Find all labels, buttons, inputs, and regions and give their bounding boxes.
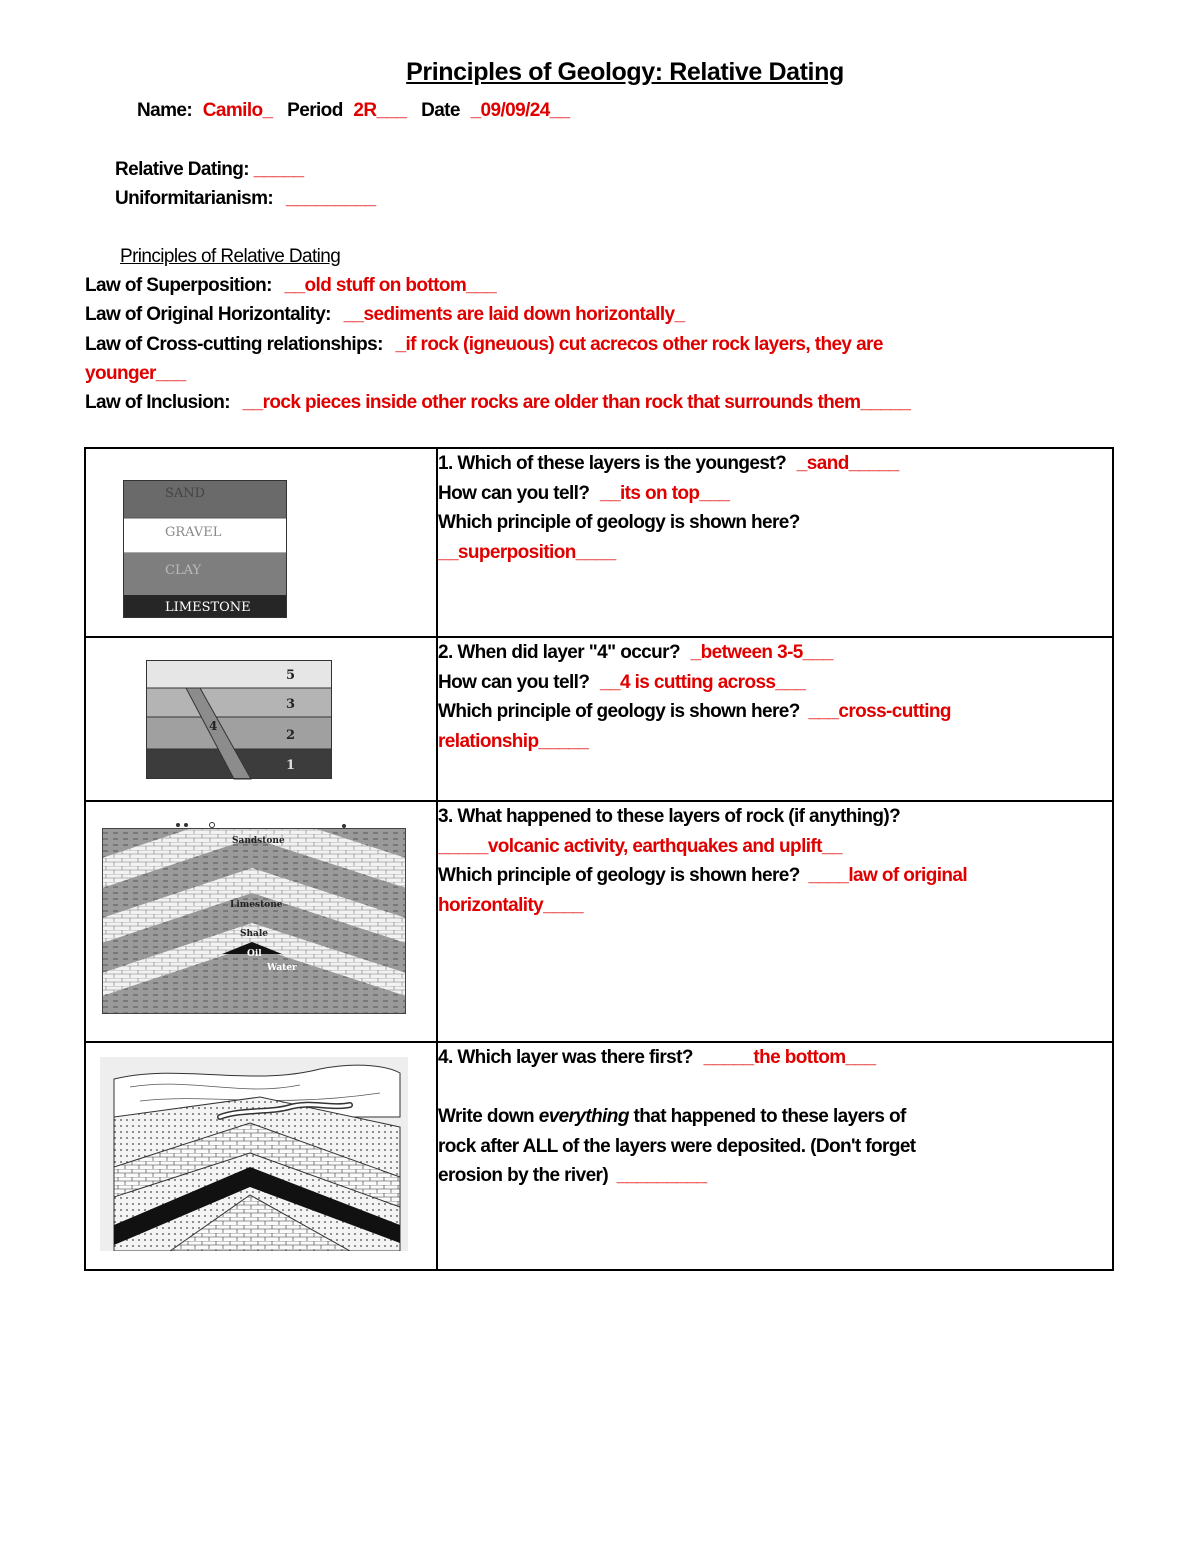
answer-text: relationship_____: [438, 730, 589, 752]
rock-label: Oil: [247, 949, 262, 959]
question-table: [84, 447, 1114, 1271]
law-answer: __rock pieces inside other rocks are older than rock that surrounds them_____: [242, 392, 911, 413]
answer-blank: _________: [616, 1165, 707, 1186]
table-row: [85, 448, 1113, 637]
question-4-write: [438, 1102, 1112, 1132]
question-2: [438, 638, 1112, 668]
law-answer: __sediments are laid down horizontally_: [343, 304, 685, 325]
name-label: Name:: [137, 100, 193, 121]
law-answer: __old stuff on bottom___: [284, 275, 497, 296]
question-text: 4. Which layer was there first?: [438, 1047, 693, 1068]
question-cell: [437, 637, 1113, 801]
name-value: Camilo_: [202, 100, 273, 121]
definition-label: Uniformitarianism:: [115, 188, 274, 209]
law-answer: _if rock (igneuous) cut acrecos other rock layers, they are: [395, 334, 883, 355]
question-text: Which principle of geology is shown here?: [438, 865, 800, 886]
figure-cell: [85, 637, 437, 801]
question-1: [438, 449, 1112, 479]
law-answer-continued: younger___: [85, 363, 186, 384]
figure-cell: [85, 1042, 437, 1270]
period-label: Period: [287, 100, 343, 121]
question-text: 2. When did layer "4" occur?: [438, 642, 680, 663]
spacer: [438, 1073, 1112, 1103]
question-text: 1. Which of these layers is the youngest?: [438, 453, 787, 474]
question-4-write-line2: rock after ALL of the layers were deposited. (Don't forget: [438, 1135, 916, 1157]
question-cell: [437, 448, 1113, 637]
answer-text: __4 is cutting across___: [600, 671, 806, 693]
superposition-layers-figure: [123, 480, 287, 618]
question-cell: [437, 801, 1113, 1042]
definition-label: Relative Dating:: [115, 159, 249, 180]
definition-relative-dating: [115, 155, 304, 184]
period-value: 2R___: [353, 100, 407, 121]
law-superposition: [85, 271, 496, 300]
definition-blank: _____: [253, 159, 304, 180]
answer-text: __superposition____: [438, 541, 616, 563]
question-4: [438, 1043, 1112, 1073]
definition-uniformitarianism: [115, 184, 376, 213]
law-label: Law of Inclusion:: [85, 392, 230, 413]
layer-label: CLAY: [165, 563, 202, 578]
question-1-principle: Which principle of geology is shown here?: [438, 512, 800, 533]
principles-heading: Principles of Relative Dating: [120, 246, 341, 267]
answer-text: ___cross-cutting: [808, 701, 951, 722]
cross-cutting-layers-figure: [146, 660, 333, 780]
answer-text: _sand_____: [796, 453, 899, 474]
folded-eroded-layers-figure: [100, 1057, 408, 1251]
layer-number: 2: [286, 728, 296, 743]
rock-label: Shale: [240, 929, 269, 939]
question-1-how: [438, 479, 1112, 509]
law-label: Law of Cross-cutting relationships:: [85, 334, 383, 355]
layer-label: GRAVEL: [165, 525, 222, 540]
layer-number: 1: [286, 758, 296, 773]
law-inclusion: [85, 388, 910, 417]
dike-number: 4: [209, 719, 218, 733]
law-cross-cutting: [85, 330, 883, 359]
question-text: Which principle of geology is shown here?: [438, 701, 800, 722]
page-title: Principles of Geology: Relative Dating: [406, 58, 844, 86]
question-text: How can you tell?: [438, 671, 590, 693]
question-4-write-line3: [438, 1161, 1112, 1191]
law-horizontality: [85, 300, 684, 329]
question-cell: [437, 1042, 1113, 1270]
table-row: [85, 1042, 1113, 1270]
question-3: 3. What happened to these layers of rock (if anything)?: [438, 806, 901, 827]
emphasis-text: everything: [538, 1106, 629, 1127]
question-2-principle: [438, 697, 1112, 727]
question-2-how: [438, 668, 1112, 698]
rock-label: Sandstone: [232, 836, 285, 846]
law-label: Law of Original Horizontality:: [85, 304, 331, 325]
law-label: Law of Superposition:: [85, 275, 272, 296]
date-value: _09/09/24__: [470, 100, 570, 121]
layer-number: 5: [286, 668, 296, 683]
layer-number: 3: [286, 697, 296, 712]
answer-text: horizontality____: [438, 894, 584, 916]
anticline-oil-figure: [102, 818, 406, 1014]
table-row: [85, 801, 1113, 1042]
answer-text: _between 3-5___: [690, 642, 833, 663]
student-info-line: [137, 96, 570, 125]
question-text: that happened to these layers of: [633, 1106, 906, 1127]
definition-blank: _________: [285, 188, 376, 209]
table-row: [85, 637, 1113, 801]
question-text: Write down: [438, 1106, 535, 1127]
answer-text: ____law of original: [808, 865, 968, 886]
answer-text: __its on top___: [600, 482, 730, 504]
date-label: Date: [421, 100, 460, 121]
rock-label: Water: [267, 963, 297, 973]
figure-cell: [85, 448, 437, 637]
question-text: How can you tell?: [438, 482, 590, 504]
question-text: erosion by the river): [438, 1165, 609, 1186]
answer-text: _____volcanic activity, earthquakes and uplift__: [438, 835, 842, 857]
question-3-principle: [438, 861, 1112, 891]
layer-label: SAND: [165, 486, 206, 501]
rock-label: Limestone: [230, 900, 283, 910]
layer-label: LIMESTONE: [165, 600, 251, 615]
answer-text: _____the bottom___: [703, 1047, 876, 1068]
figure-cell: [85, 801, 437, 1042]
